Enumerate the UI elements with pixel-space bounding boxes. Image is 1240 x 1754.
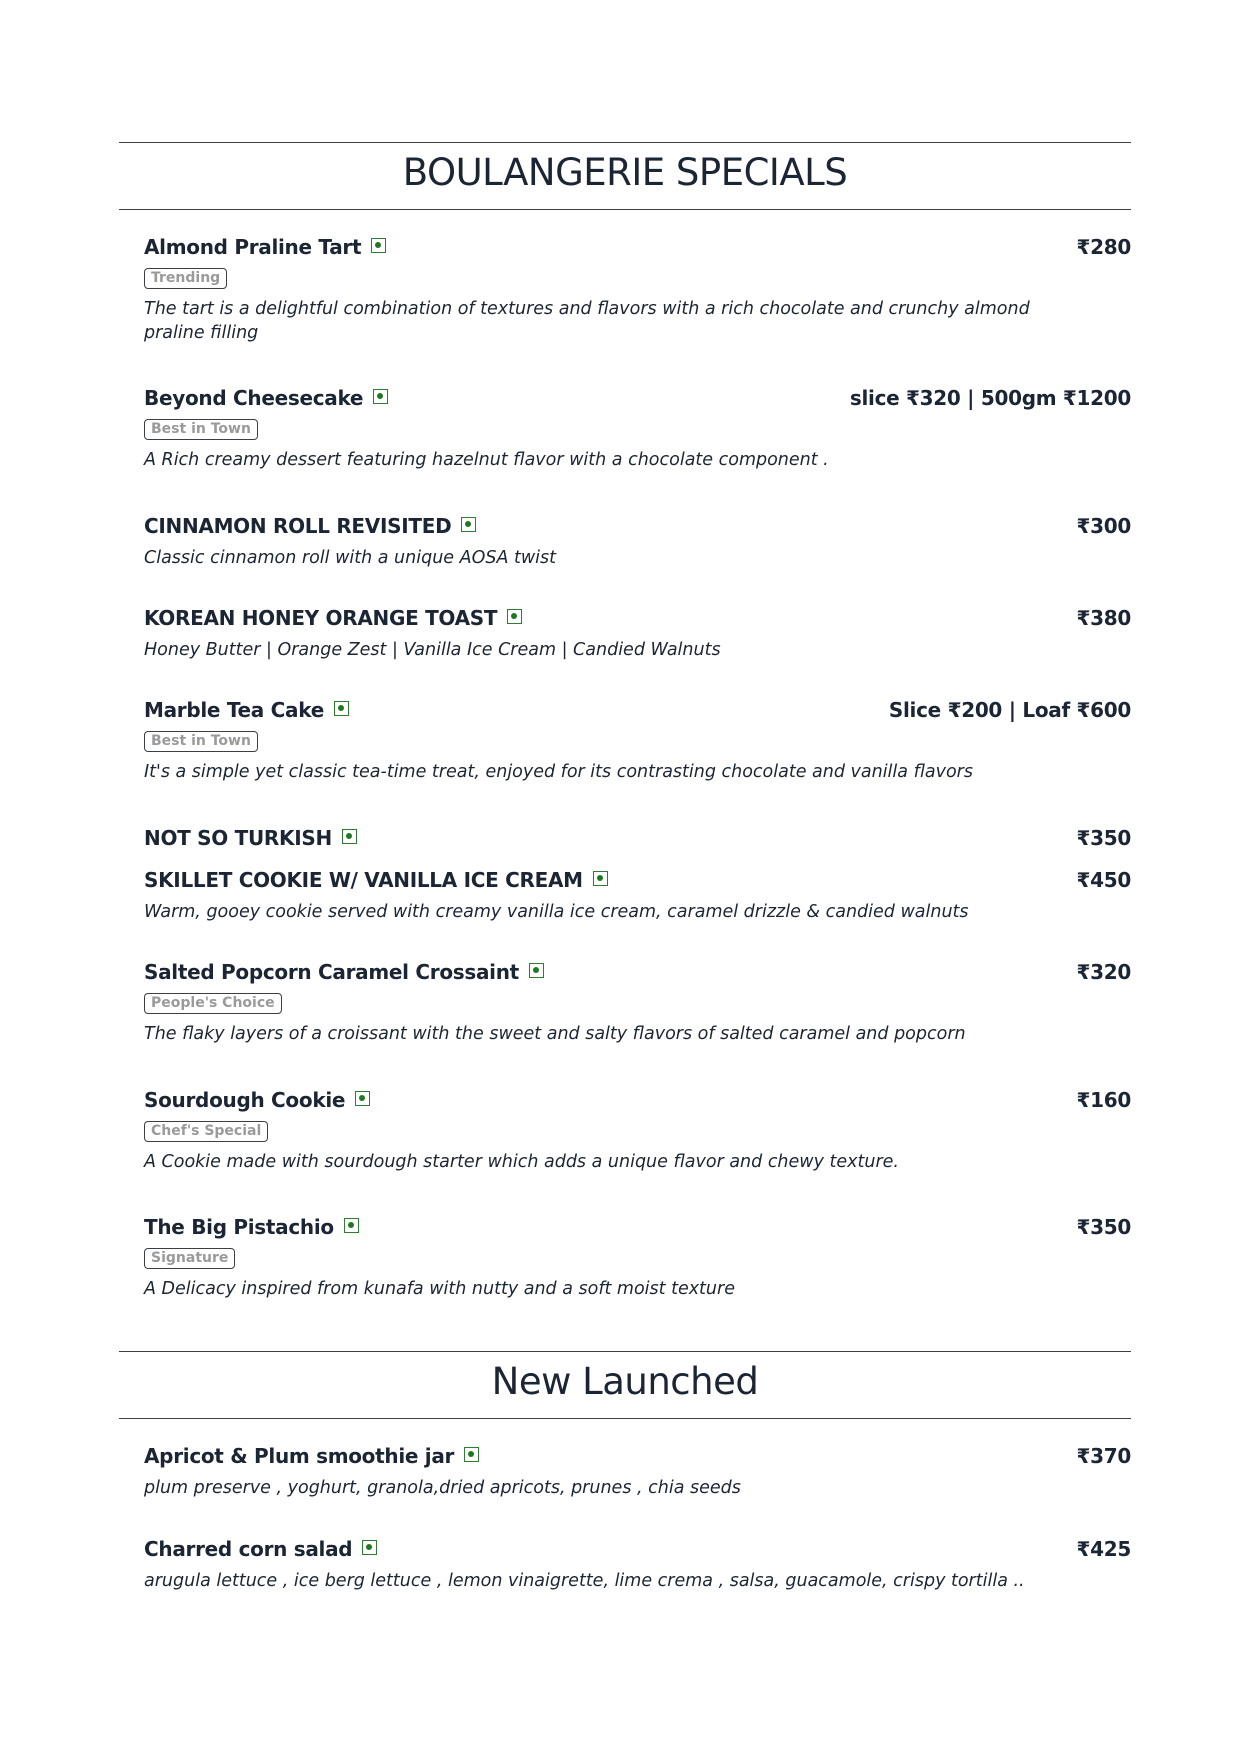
item-price: ₹450 (1076, 868, 1131, 892)
section-header-new-launched (119, 1351, 1131, 1419)
item-name-row (144, 1537, 377, 1561)
veg-indicator-icon (342, 829, 357, 844)
menu-item (144, 1444, 1131, 1500)
item-name-row (144, 386, 388, 410)
item-name: Salted Popcorn Caramel Crossaint (144, 960, 519, 984)
item-description: A Cookie made with sourdough starter which adds a unique flavor and chewy texture. (144, 1152, 899, 1172)
item-price: ₹425 (1076, 1537, 1131, 1561)
item-description: The tart is a delightful combination of textures and flavors with a rich chocolate and crunchy almond praline filling (144, 299, 1030, 343)
item-description: The flaky layers of a croissant with the sweet and salty flavors of salted caramel and popcorn (144, 1024, 966, 1044)
item-price: slice ₹320 | 500gm ₹1200 (849, 386, 1131, 410)
item-name: Almond Praline Tart (144, 235, 362, 259)
veg-indicator-icon (529, 963, 544, 978)
menu-item (144, 1215, 1131, 1301)
menu-item (144, 514, 1131, 570)
item-name: Marble Tea Cake (144, 698, 324, 722)
item-description: Honey Butter | Orange Zest | Vanilla Ice Cream | Candied Walnuts (144, 640, 721, 660)
veg-indicator-icon (344, 1218, 359, 1233)
veg-indicator-icon (464, 1447, 479, 1462)
menu-item (144, 386, 1131, 472)
item-badge: People's Choice (144, 993, 282, 1014)
section-title: New Launched (491, 1360, 759, 1403)
item-price: ₹350 (1076, 826, 1131, 850)
menu-item (144, 1088, 1131, 1174)
item-name: NOT SO TURKISH (144, 826, 332, 850)
menu-item (144, 235, 1131, 345)
item-name-row (144, 235, 386, 259)
item-description: plum preserve , yoghurt, granola,dried apricots, prunes , chia seeds (144, 1478, 741, 1498)
menu-item (144, 1537, 1131, 1593)
menu-item (144, 868, 1131, 924)
veg-indicator-icon (593, 871, 608, 886)
item-badge: Chef's Special (144, 1121, 268, 1142)
item-price: ₹300 (1076, 514, 1131, 538)
item-name: The Big Pistachio (144, 1215, 334, 1239)
item-price: ₹350 (1076, 1215, 1131, 1239)
item-badge: Best in Town (144, 731, 258, 752)
item-name-row (144, 1444, 479, 1468)
item-description: A Delicacy inspired from kunafa with nutty and a soft moist texture (144, 1279, 735, 1299)
item-name-row (144, 826, 357, 850)
item-price: ₹280 (1076, 235, 1131, 259)
item-name: Charred corn salad (144, 1537, 353, 1561)
item-description: arugula lettuce , ice berg lettuce , lemon vinaigrette, lime crema , salsa, guacamole, crispy tortilla .. (144, 1571, 1025, 1591)
item-description: Classic cinnamon roll with a unique AOSA twist (144, 548, 557, 568)
section-title: BOULANGERIE SPECIALS (402, 151, 848, 194)
item-name-row (144, 960, 544, 984)
veg-indicator-icon (371, 238, 386, 253)
item-name-row (144, 698, 349, 722)
item-name: Beyond Cheesecake (144, 386, 364, 410)
item-description: Warm, gooey cookie served with creamy vanilla ice cream, caramel drizzle & candied walnuts (144, 902, 969, 922)
item-name: SKILLET COOKIE W/ VANILLA ICE CREAM (144, 868, 583, 892)
item-price: ₹370 (1076, 1444, 1131, 1468)
item-price: Slice ₹200 | Loaf ₹600 (888, 698, 1131, 722)
veg-indicator-icon (373, 389, 388, 404)
item-name: CINNAMON ROLL REVISITED (144, 514, 452, 538)
item-badge: Best in Town (144, 419, 258, 440)
item-name-row (144, 606, 522, 630)
veg-indicator-icon (355, 1091, 370, 1106)
item-price: ₹380 (1076, 606, 1131, 630)
veg-indicator-icon (362, 1540, 377, 1555)
item-price: ₹160 (1076, 1088, 1131, 1112)
item-name-row (144, 1088, 370, 1112)
item-name: Sourdough Cookie (144, 1088, 346, 1112)
item-name-row (144, 868, 608, 892)
veg-indicator-icon (334, 701, 349, 716)
menu-item (144, 826, 1131, 856)
veg-indicator-icon (461, 517, 476, 532)
menu-item (144, 960, 1131, 1046)
item-name: Apricot & Plum smoothie jar (144, 1444, 455, 1468)
item-price: ₹320 (1076, 960, 1131, 984)
item-description: A Rich creamy dessert featuring hazelnut flavor with a chocolate component . (144, 450, 829, 470)
item-badge: Signature (144, 1248, 235, 1269)
item-name-row (144, 1215, 359, 1239)
item-badge: Trending (144, 268, 227, 289)
item-description: It's a simple yet classic tea-time treat, enjoyed for its contrasting chocolate and vanilla flavors (144, 762, 973, 782)
item-name: KOREAN HONEY ORANGE TOAST (144, 606, 498, 630)
menu-item (144, 606, 1131, 662)
veg-indicator-icon (507, 609, 522, 624)
section-header-boulangerie (119, 142, 1131, 210)
item-name-row (144, 514, 476, 538)
menu-item (144, 698, 1131, 784)
